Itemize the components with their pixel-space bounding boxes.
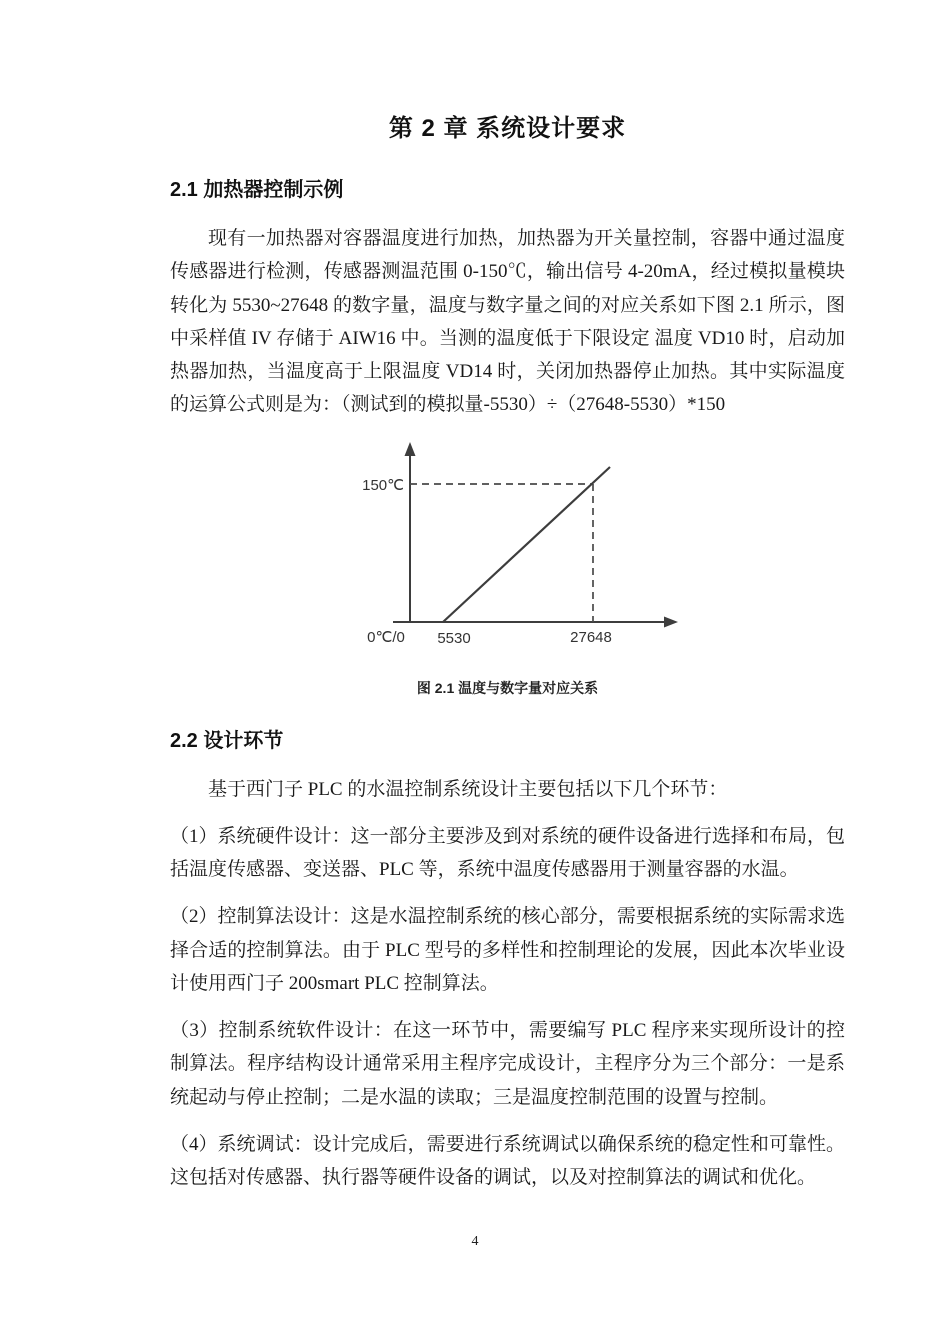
- page-number: 4: [471, 1234, 479, 1249]
- section-2-1-paragraph: 现有一加热器对容器温度进行加热，加热器为开关量控制，容器中通过温度传感器进行检测，传感器测温范围 0-150℃，输出信号 4-20mA，经过模拟量模块转化为 5530~27648 的数字量，温度与数字量之间的对应关系如下图 2.1 所示，图中采样值 IV 存储于 AIW16 中。当测的温度低于下限设定 温度 VD10 时，启动加热器加热，当温度高于上限温度 VD14 时，关闭加热器停止加热。其中实际温度的运算公式则是为：（测试到的模拟量-5530）÷（27648-5530）*150: [170, 228, 845, 416]
- section-2-2-heading: 2.2 设计环节: [170, 729, 284, 752]
- section-2-2-intro: 基于西门子 PLC 的水温控制系统设计主要包括以下几个环节：: [208, 778, 728, 800]
- design-step-item-1: （1）系统硬件设计：这一部分主要涉及到对系统的硬件设备进行选择和布局，包括温度传感器、变送器、PLC 等，系统中温度传感器用于测量容器的水温。: [170, 825, 845, 880]
- design-step-item-3: （3）控制系统软件设计：在这一环节中，需要编写 PLC 程序来实现所设计的控制算法。程序结构设计通常采用主程序完成设计，主程序分为三个部分：一是系统起动与停止控制；二是水温的读取；三是温度控制范围的设置与控制。: [170, 1020, 845, 1108]
- x-max-label: 27648: [570, 628, 612, 646]
- design-step-item-4: （4）系统调试：设计完成后，需要进行系统调试以确保系统的稳定性和可靠性。这包括对传感器、执行器等硬件设备的调试，以及对控制算法的调试和优化。: [170, 1133, 845, 1188]
- x-min-label: 5530: [437, 629, 471, 647]
- temperature-data-line: [443, 467, 610, 622]
- design-step-item-2: （2）控制算法设计：这是水温控制系统的核心部分，需要根据系统的实际需求选择合适的控制算法。由于 PLC 型号的多样性和控制理论的发展，因此本次毕业设计使用西门子 200smart PLC 控制算法。: [170, 906, 845, 994]
- chapter-title: 第 2 章 系统设计要求: [388, 115, 627, 142]
- temperature-digital-chart: [348, 436, 708, 656]
- y-axis-arrow-icon: [405, 442, 416, 456]
- origin-label: 0℃/0: [367, 628, 405, 646]
- x-axis-arrow-icon: [664, 616, 678, 627]
- figure-caption: 图 2.1 温度与数字量对应关系: [416, 679, 599, 696]
- y-max-label: 150℃: [362, 476, 404, 494]
- temperature-digital-chart-svg: [348, 436, 708, 651]
- figure-2-1: [170, 436, 845, 698]
- section-2-1-heading: 2.1 加热器控制示例: [170, 179, 344, 201]
